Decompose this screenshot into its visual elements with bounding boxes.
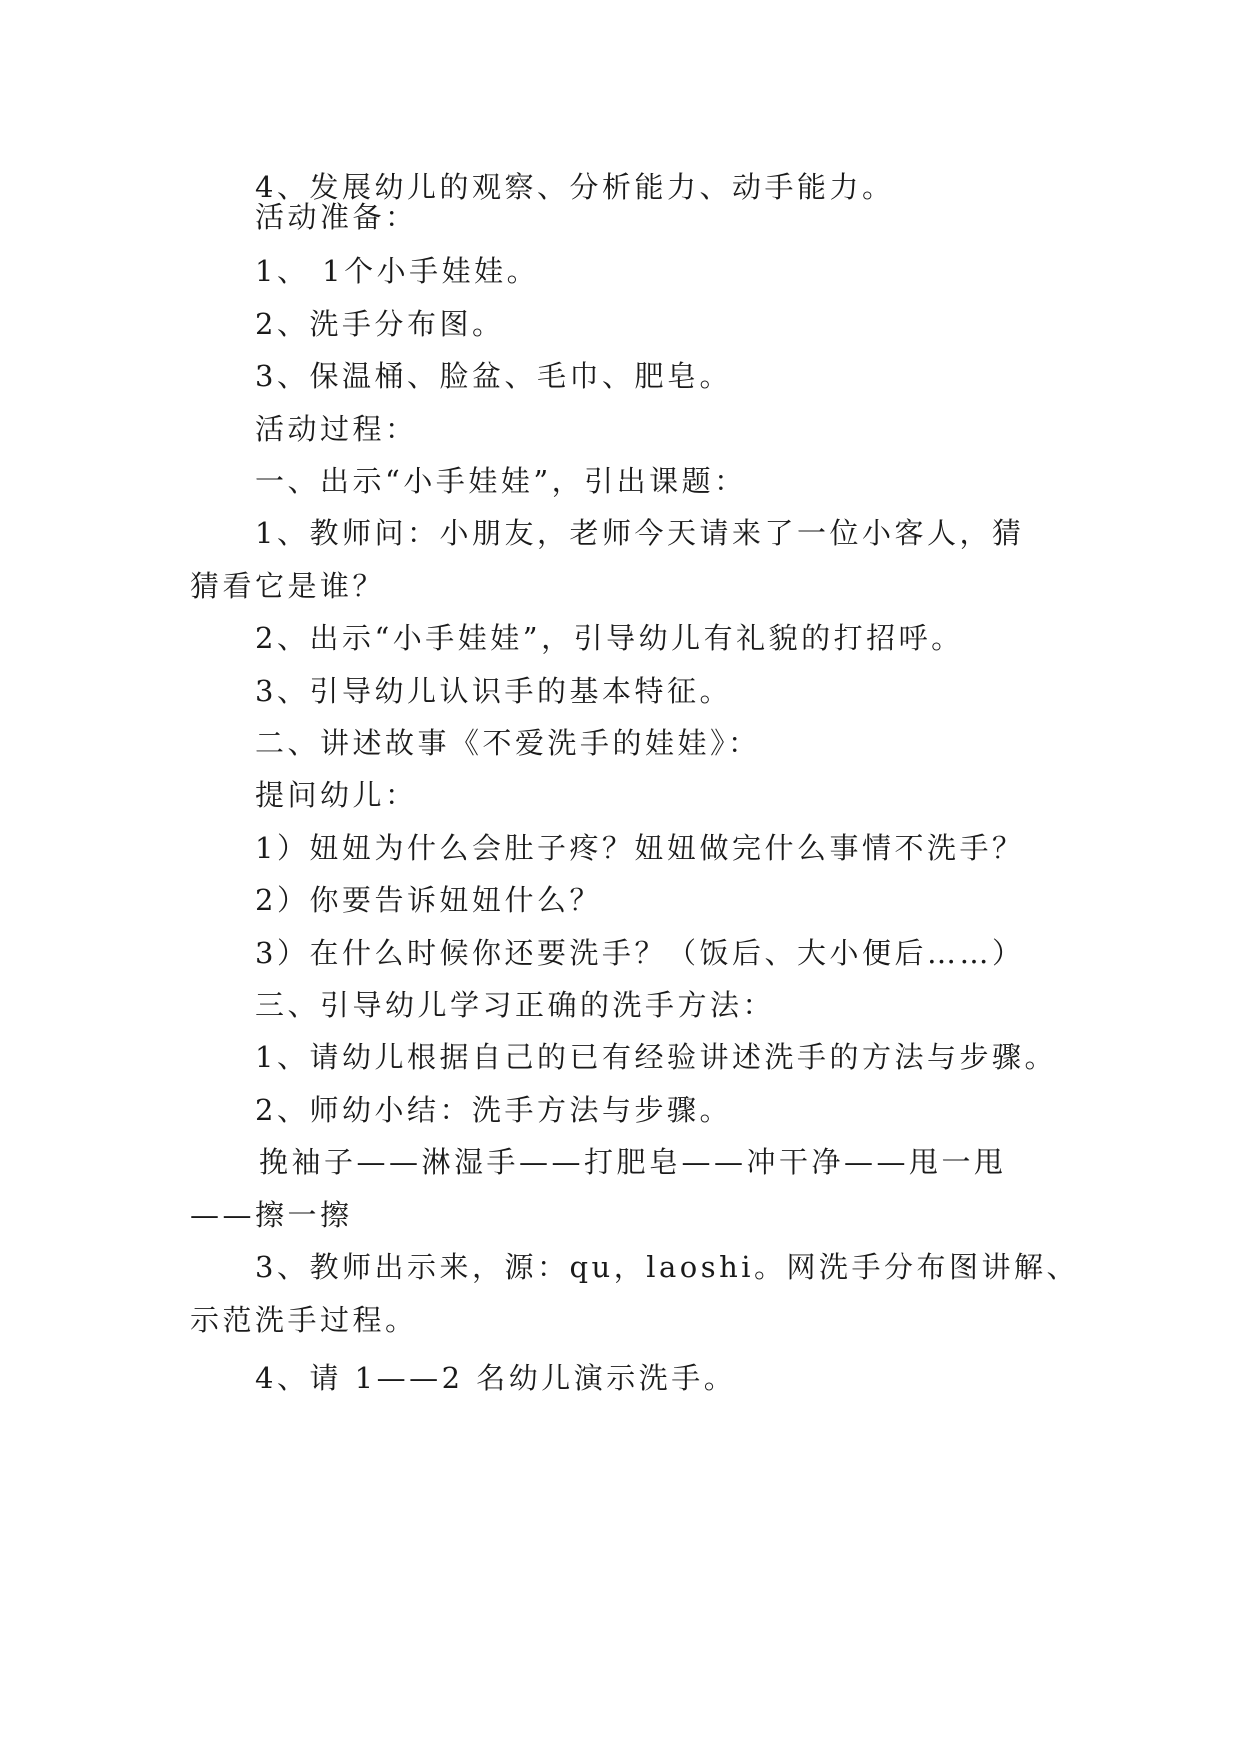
question-2: 2）你要告诉妞妞什么？ — [255, 883, 602, 917]
process-step-1-item-3: 3、引导幼儿认识手的基本特征。 — [255, 674, 732, 708]
paragraph-goal-4: 4、发展幼儿的观察、分析能力、动手能力。 — [255, 170, 895, 204]
question-3: 3）在什么时候你还要洗手？（饭后、大小便后……） — [255, 936, 1025, 970]
process-step-1-item-2: 2、出示“小手娃娃”，引导幼儿有礼貌的打招呼。 — [255, 621, 964, 655]
process-step-3-item-4: 4、请 1——2 名幼儿演示洗手。 — [255, 1361, 737, 1395]
question-1: 1）妞妞为什么会肚子疼？妞妞做完什么事情不洗手？ — [255, 831, 1025, 865]
heading-activity-preparation: 活动准备： — [255, 200, 418, 234]
handwashing-steps: 挽袖子——淋湿手——打肥皂——冲干净——甩一甩 — [259, 1145, 1007, 1179]
preparation-item-1: 1、 1个小手娃娃。 — [255, 254, 540, 288]
process-step-2-questions-label: 提问幼儿： — [255, 778, 418, 812]
process-step-3-item-2: 2、师幼小结：洗手方法与步骤。 — [255, 1093, 732, 1127]
heading-activity-process: 活动过程： — [255, 412, 418, 446]
process-step-3-heading: 三、引导幼儿学习正确的洗手方法： — [255, 988, 776, 1022]
process-step-2-heading: 二、讲述故事《不爱洗手的娃娃》： — [255, 726, 761, 760]
preparation-item-3: 3、保温桶、脸盆、毛巾、肥皂。 — [255, 359, 732, 393]
process-step-1-item-1: 1、教师问：小朋友，老师今天请来了一位小客人，猜 — [255, 516, 1025, 550]
handwashing-steps-continued: ——擦一擦 — [190, 1198, 353, 1232]
process-step-3-item-1: 1、请幼儿根据自己的已有经验讲述洗手的方法与步骤。 — [255, 1040, 1057, 1074]
process-step-3-item-3: 3、教师出示来，源：qu，laoshi。网洗手分布图讲解、 — [255, 1250, 1080, 1284]
process-step-3-item-3-continued: 示范洗手过程。 — [190, 1303, 418, 1337]
process-step-1-item-1-continued: 猜看它是谁？ — [190, 569, 386, 603]
process-step-1-heading: 一、出示“小手娃娃”，引出课题： — [255, 464, 747, 498]
preparation-item-2: 2、洗手分布图。 — [255, 307, 505, 341]
